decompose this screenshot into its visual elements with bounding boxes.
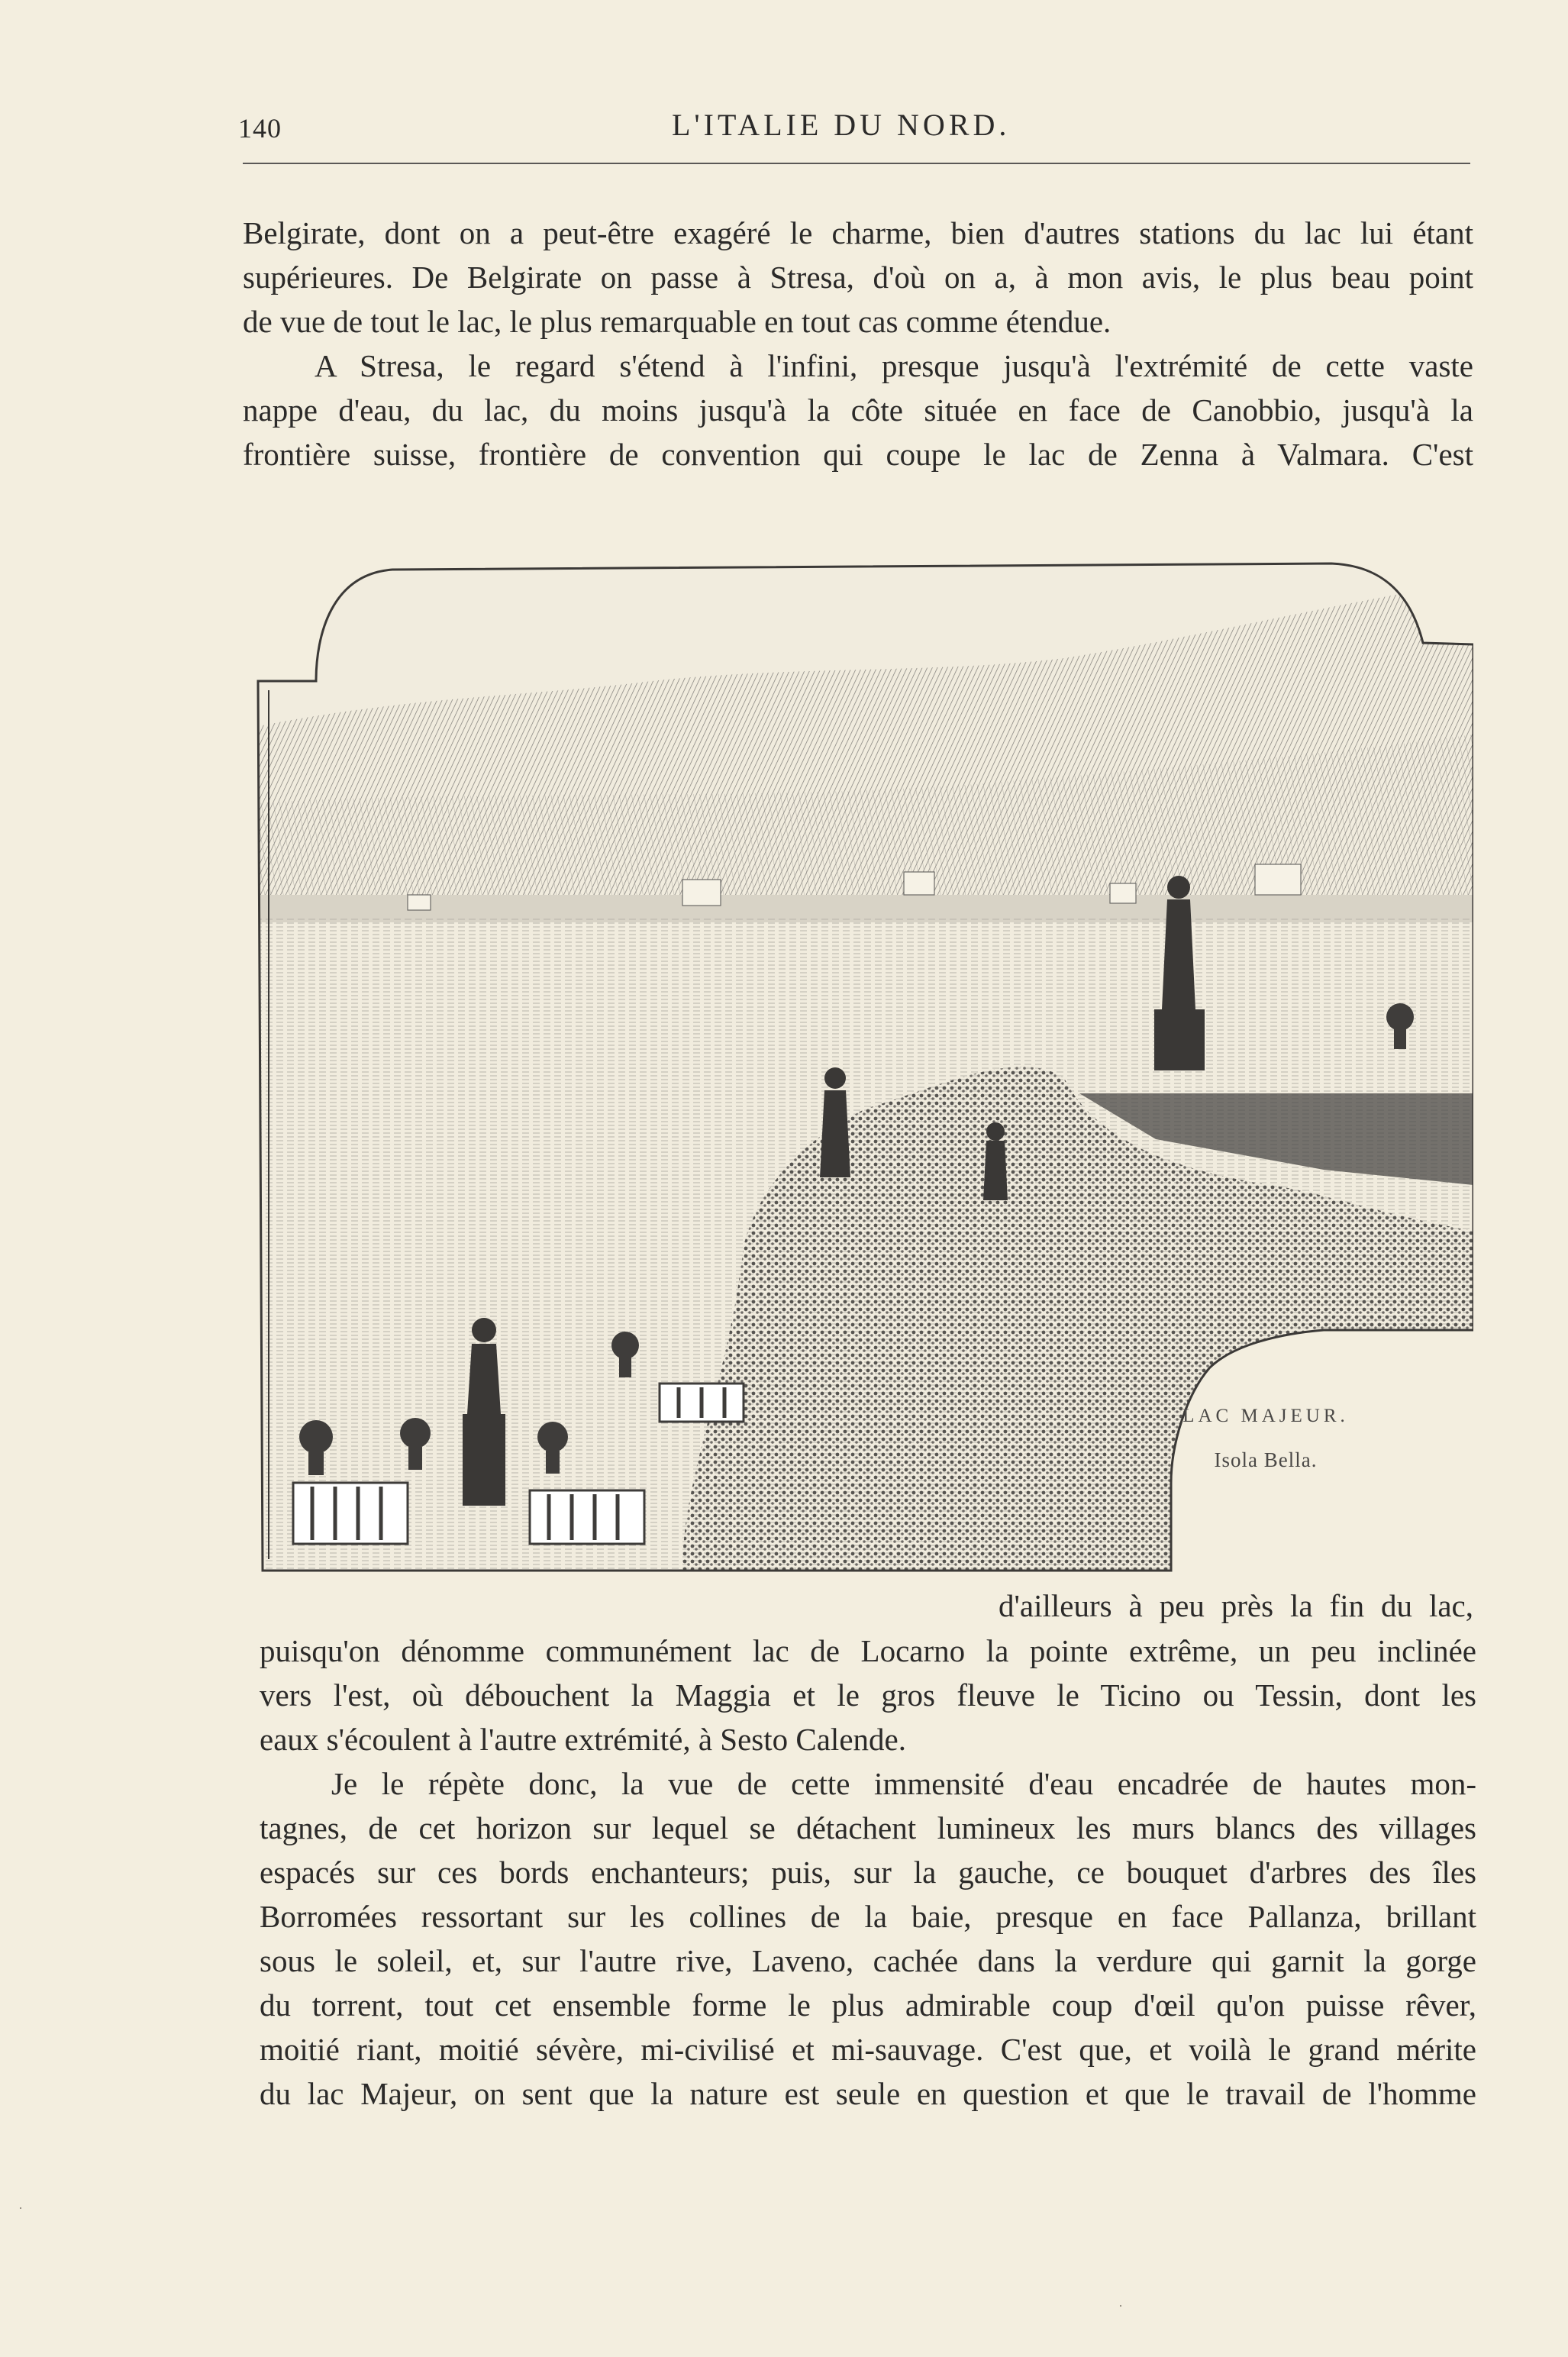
body-line: puisqu'on dénomme communément lac de Locarno la pointe extrême, un peu inclinée bbox=[260, 1633, 1476, 1668]
body-line: d'ailleurs à peu près la fin du lac, bbox=[999, 1588, 1473, 1623]
engraving-isola-bella bbox=[255, 559, 1473, 1582]
body-line: supérieures. De Belgirate on passe à Stresa, d'où on a, à mon avis, le plus beau point bbox=[243, 260, 1473, 295]
engraving-image bbox=[255, 559, 1473, 1582]
body-line: sous le soleil, et, sur l'autre rive, Laveno, cachée dans la verdure qui garnit la gorge bbox=[260, 1943, 1476, 1978]
body-line: frontière suisse, frontière de convention qui coupe le lac de Zenna à Valmara. C'est bbox=[243, 437, 1473, 472]
body-line: nappe d'eau, du lac, du moins jusqu'à la côte située en face de Canobbio, jusqu'à la bbox=[243, 392, 1473, 428]
body-line: du lac Majeur, on sent que la nature est seule en question et que le travail de l'homme bbox=[260, 2076, 1476, 2111]
body-line: Belgirate, dont on a peut-être exagéré le charme, bien d'autres stations du lac lui étant bbox=[243, 215, 1473, 250]
caption-title: LAC MAJEUR. bbox=[1182, 1406, 1349, 1426]
body-line: Borromées ressortant sur les collines de la baie, presque en face Pallanza, brillant bbox=[260, 1899, 1476, 1934]
body-line: A Stresa, le regard s'étend à l'infini, presque jusqu'à l'extrémité de cette vaste bbox=[315, 348, 1473, 383]
body-line: du torrent, tout cet ensemble forme le plus admirable coup d'œil qu'on puisse rêver, bbox=[260, 1987, 1476, 2023]
body-line: eaux s'écoulent à l'autre extrémité, à Sesto Calende. bbox=[260, 1722, 906, 1757]
body-line: de vue de tout le lac, le plus remarquable en tout cas comme étendue. bbox=[243, 304, 1111, 339]
body-line: moitié riant, moitié sévère, mi-civilisé et mi-sauvage. C'est que, et voilà le grand mérite bbox=[260, 2032, 1476, 2067]
body-line: espacés sur ces bords enchanteurs; puis, sur la gauche, ce bouquet d'arbres des îles bbox=[260, 1855, 1476, 1890]
paper-speck: · bbox=[1118, 2298, 1123, 2313]
running-title: L'ITALIE DU NORD. bbox=[672, 108, 1011, 142]
body-line: vers l'est, où débouchent la Maggia et le gros fleuve le Ticino ou Tessin, dont les bbox=[260, 1677, 1476, 1713]
caption-subtitle: Isola Bella. bbox=[1214, 1448, 1318, 1471]
body-line: Je le répète donc, la vue de cette immensité d'eau encadrée de hautes mon- bbox=[331, 1766, 1476, 1801]
page-number: 140 bbox=[238, 113, 282, 144]
header-rule bbox=[243, 163, 1470, 164]
body-line: tagnes, de cet horizon sur lequel se détachent lumineux les murs blancs des villages bbox=[260, 1810, 1476, 1845]
paper-speck: · bbox=[18, 2200, 23, 2216]
